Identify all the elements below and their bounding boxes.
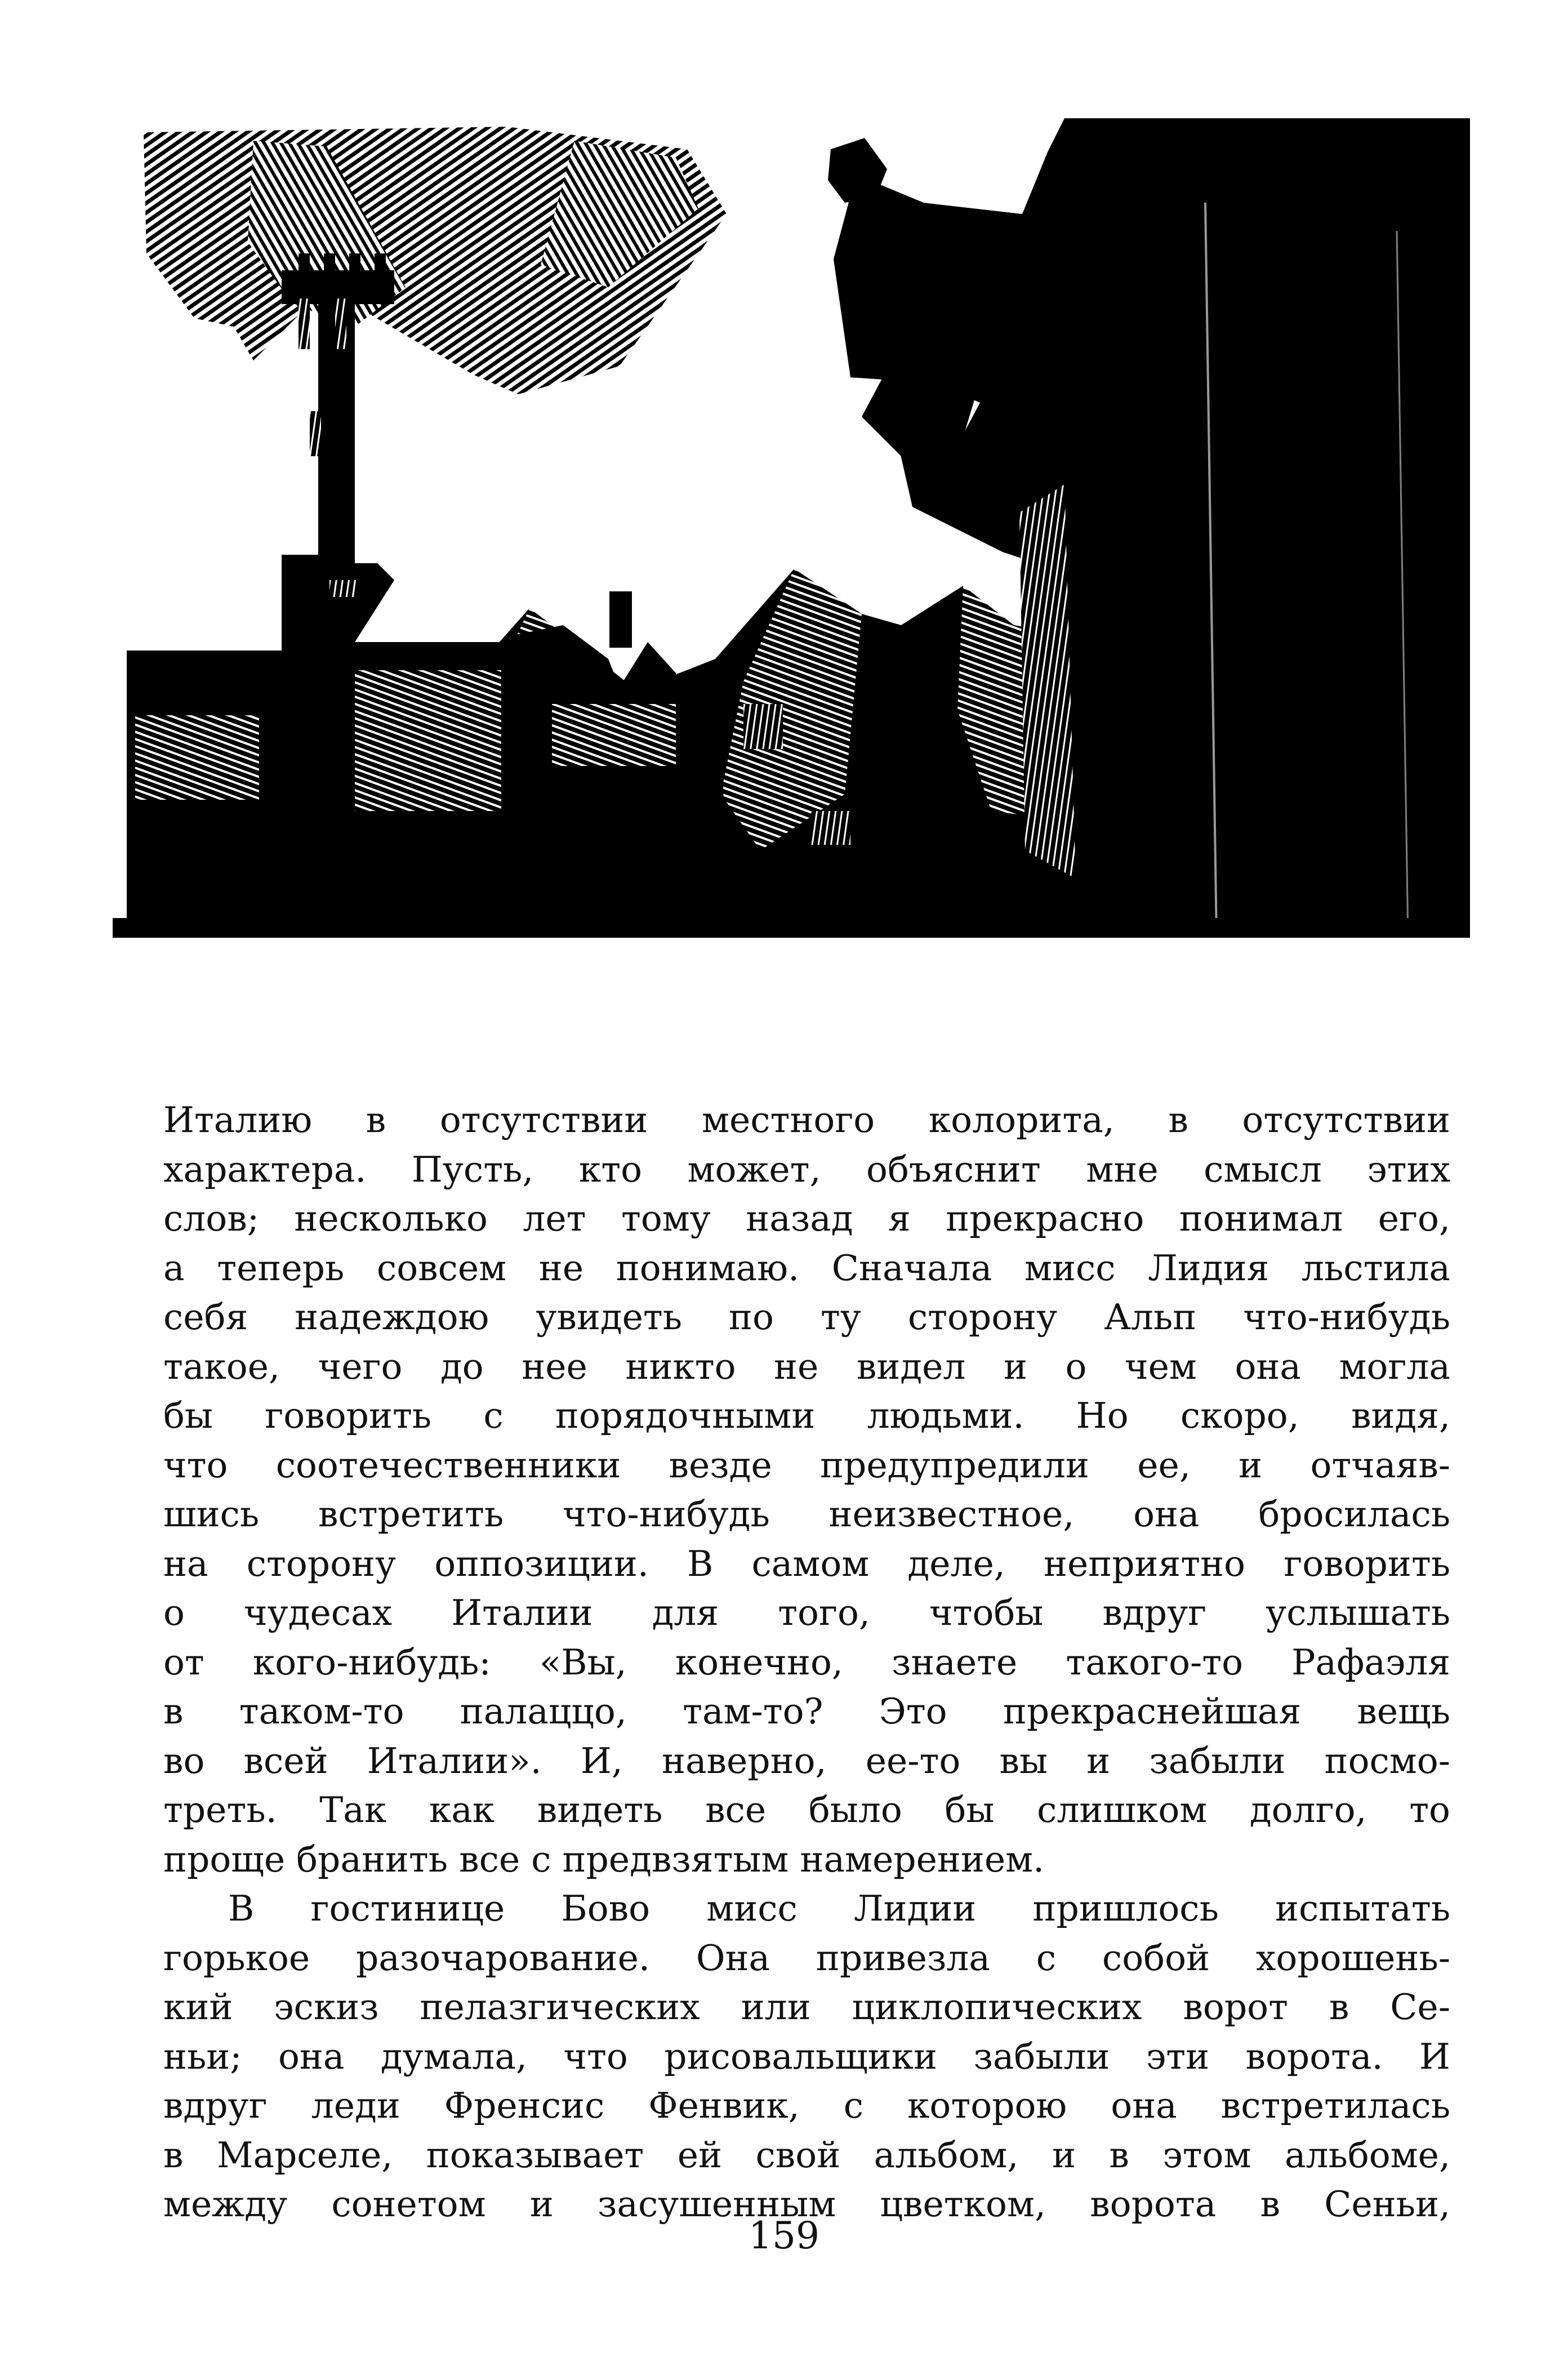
paragraph-1 xyxy=(163,1095,1450,1884)
text-line: В гостинице Бово мисс Лидии пришлось испытать xyxy=(228,1888,1450,1929)
text-line: вдруг леди Френсис Фенвик, с которою она встретилась xyxy=(163,2085,1450,2126)
text-line: во всей Италии». И, наверно, ее-то вы и забыли посмо- xyxy=(163,1740,1450,1781)
text-line: себя надеждою увидеть по ту сторону Альп что-нибудь xyxy=(163,1297,1450,1338)
text-line: от кого-нибудь: «Вы, конечно, знаете такого-то Рафаэля xyxy=(163,1641,1450,1683)
text-line: шись встретить что-нибудь неизвестное, она бросилась xyxy=(163,1494,1450,1535)
flag xyxy=(144,127,727,394)
text-line: в таком-то палаццо, там-то? Это прекраснейшая вещь xyxy=(163,1691,1450,1732)
text-line: треть. Так как видеть все было бы слишком долго, то xyxy=(163,1789,1450,1830)
text-line: между сонетом и засушенным цветком, ворота в Сеньи, xyxy=(163,2184,1450,2225)
text-line: в Марселе, показывает ей свой альбом, и в этом альбоме, xyxy=(163,2134,1450,2176)
text-line: что соотечественники везде предупредили ее, и отчаяв- xyxy=(163,1444,1450,1486)
woodcut-illustration xyxy=(113,118,1470,938)
text-line: горькое разочарование. Она привезла с собой хорошень- xyxy=(163,1937,1450,1979)
text-line: на сторону оппозиции. В самом деле, неприятно говорить xyxy=(163,1543,1450,1584)
text-line: Италию в отсутствии местного колорита, в отсутствии xyxy=(163,1099,1450,1141)
text-line: о чудесах Италии для того, чтобы вдруг услышать xyxy=(163,1592,1450,1633)
page-number: 159 xyxy=(749,2214,819,2257)
text-line: характера. Пусть, кто может, объяснит мне смысл этих xyxy=(163,1148,1450,1190)
paragraph-2 xyxy=(163,1884,1450,2229)
text-line: кий эскиз пелазгических или циклопических ворот в Се- xyxy=(163,1986,1450,2028)
text-line: слов; несколько лет тому назад я прекрасно понимал его, xyxy=(163,1198,1450,1239)
text-line: ньи; она думала, что рисовальщики забыли эти ворота. И xyxy=(163,2035,1450,2077)
text-line: проще бранить все с предвзятым намерением. xyxy=(163,1838,1045,1880)
text-line: такое, чего до нее никто не видел и о чем она могла xyxy=(163,1346,1450,1387)
text-line: а теперь совсем не понимаю. Сначала мисс Лидия льстила xyxy=(163,1247,1450,1289)
text-line: бы говорить с порядочными людьми. Но скоро, видя, xyxy=(163,1395,1450,1436)
main-text xyxy=(163,1095,1450,2229)
